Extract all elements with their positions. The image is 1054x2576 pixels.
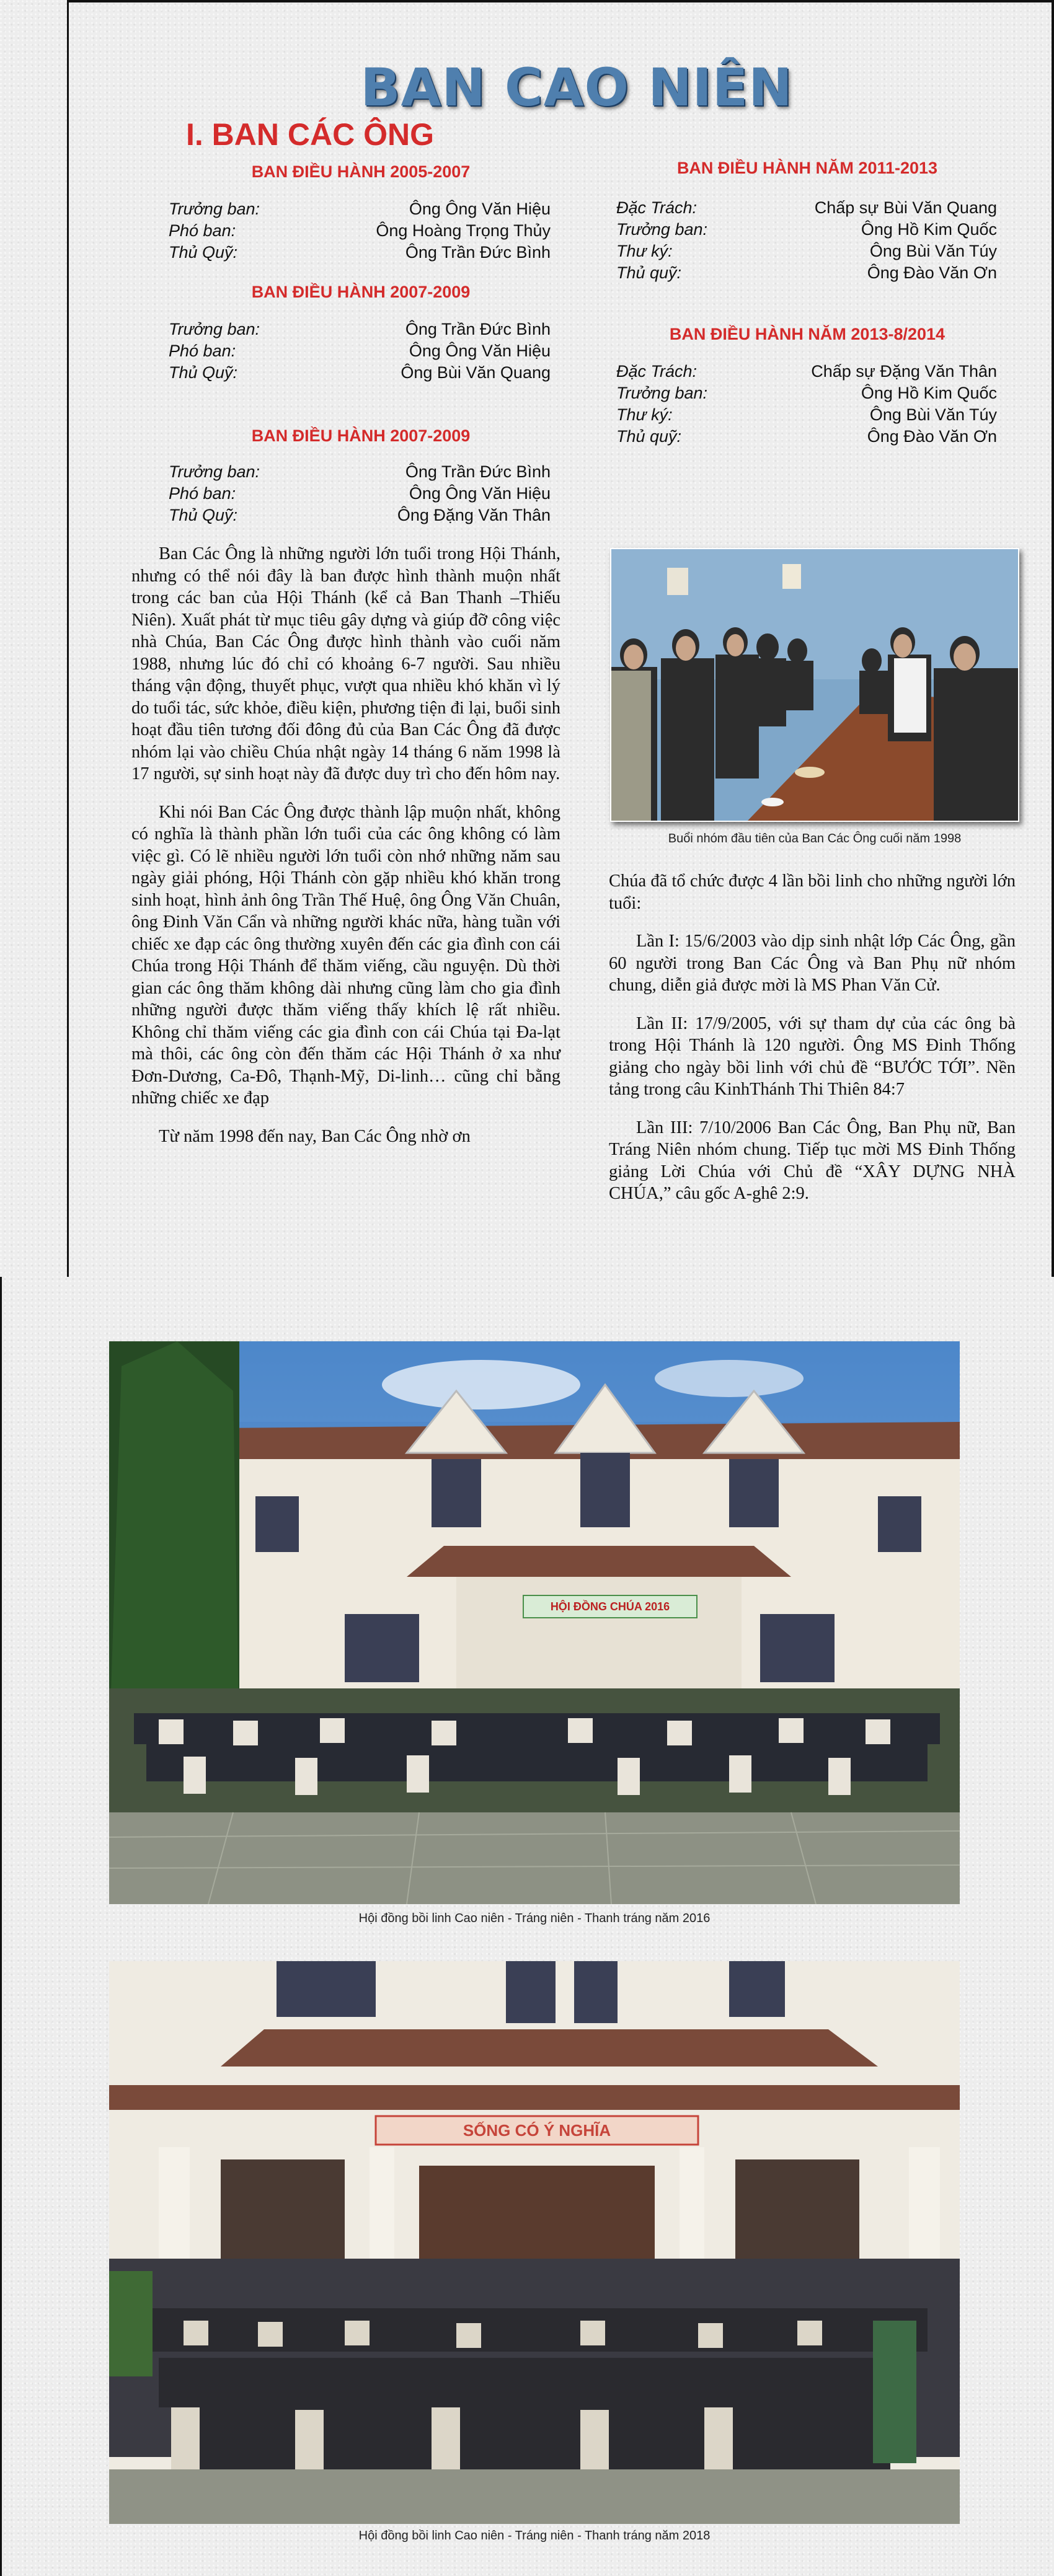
roster-role: Thủ quỹ: — [616, 263, 682, 282]
roster-row — [169, 340, 551, 362]
roster-name: Ông Ông Văn Hiệu — [409, 484, 551, 503]
board-heading-2013-2014: BAN ĐIỀU HÀNH NĂM 2013-8/2014 — [669, 325, 946, 343]
roster-row — [169, 505, 551, 526]
board-heading-2011-2013: BAN ĐIỀU HÀNH NĂM 2011-2013 — [676, 159, 938, 177]
paragraph: Lần II: 17/9/2005, với sự tham dự của các ông bà trong Hội Thánh là 120 người. Ông MS Đinh Thống giảng cho ngày bồi linh với chủ đề “BƯỚC TỚI”. Nền tảng trong câu KinhThánh Thi Thiên 84:7 — [609, 1013, 1016, 1099]
paragraph: Lần I: 15/6/2003 vào dịp sinh nhật lớp Các Ông, gần 60 người trong Ban Các Ông và Ban Phụ nữ nhóm chung, diễn giả được mời là MS Phan Văn Cử. — [609, 932, 1016, 995]
meeting-photo-caption: Buổi nhóm đầu tiên của Ban Các Ông cuối năm 1998 — [668, 832, 962, 845]
right-article-text — [609, 870, 1016, 1221]
roster-role: Phó ban: — [169, 484, 236, 503]
roster-role: Trưởng ban: — [169, 320, 260, 338]
roster-role: Phó ban: — [169, 342, 236, 360]
roster-name: Chấp sự Bùi Văn Quang — [814, 198, 997, 217]
roster-role: Thư ký: — [616, 242, 673, 260]
roster-row — [616, 426, 997, 448]
roster-name: Ông Ông Văn Hiệu — [409, 200, 551, 218]
roster-role: Thủ quỹ: — [616, 427, 682, 446]
roster-row — [616, 197, 997, 219]
roster-row — [169, 242, 551, 263]
roster-name: Ông Bùi Văn Túy — [869, 242, 997, 260]
roster-row — [169, 220, 551, 242]
roster-row — [616, 404, 997, 426]
roster-role: Trưởng ban: — [169, 462, 260, 481]
roster-role: Thư ký: — [616, 405, 673, 424]
paragraph: Từ năm 1998 đến nay, Ban Các Ông nhờ ơn — [159, 1126, 471, 1146]
meeting-photo — [610, 548, 1019, 822]
roster-role: Thủ Quỹ: — [169, 506, 238, 524]
roster-name: Ông Ông Văn Hiệu — [409, 342, 551, 360]
group-photo-2018 — [109, 1961, 960, 2524]
board-roster-2005-2007 — [169, 198, 551, 263]
board-heading-2007-2009-b: BAN ĐIỀU HÀNH 2007-2009 — [251, 426, 471, 445]
board-roster-2013-2014 — [616, 361, 997, 448]
roster-name: Ông Trần Đức Bình — [405, 243, 551, 262]
roster-role: Thủ Quỹ: — [169, 363, 238, 382]
board-heading-2005-2007: BAN ĐIỀU HÀNH 2005-2007 — [251, 162, 471, 181]
group-photo-2018-caption: Hội đồng bồi linh Cao niên - Tráng niên - Thanh tráng năm 2018 — [358, 2529, 711, 2543]
roster-role: Thủ Quỹ: — [169, 243, 238, 262]
roster-name: Ông Bùi Văn Túy — [869, 405, 997, 424]
left-article-text — [131, 543, 560, 1163]
paragraph: Lần III: 7/10/2006 Ban Các Ông, Ban Phụ nữ, Ban Tráng Niên nhóm chung. Tiếp tục mời MS Đinh Thống giảng Lời Chúa với Chủ đề “XÂY DỰNG NHÀ CHÚA,” câu gốc A-ghê 2:9. — [609, 1118, 1016, 1203]
roster-name: Chấp sự Đặng Văn Thân — [811, 362, 997, 381]
roster-row — [169, 461, 551, 483]
paragraph: Chúa đã tổ chức được 4 lần bồi linh cho những người lớn tuổi: — [609, 871, 1016, 913]
board-roster-2011-2013 — [616, 197, 997, 284]
roster-name: Ông Hồ Kim Quốc — [861, 220, 997, 239]
frame-right — [1052, 0, 1054, 1277]
group-photo-2016 — [109, 1341, 960, 1904]
page-title: BAN CAO NIÊN — [360, 57, 793, 118]
frame-top — [67, 0, 1054, 2]
roster-role: Trưởng ban: — [169, 200, 260, 218]
frame-left — [67, 0, 69, 1277]
roster-row — [616, 382, 997, 404]
banner-2016-text: HỘI ĐỒNG CHÚA 2016 — [550, 1600, 670, 1613]
roster-role: Đặc Trách: — [616, 362, 698, 381]
roster-role: Trưởng ban: — [616, 384, 707, 402]
paragraph: Ban Các Ông là những người lớn tuổi trong Hội Thánh, nhưng có thể nói đây là ban được hình thành muộn nhất trong các ban của Hội Thánh (kể cả Ban Thanh –Thiếu Niên). Xuất phát từ mục tiêu gây dựng và giúp đỡ công việc nhà Chúa, Ban Các Ông được hình thành vào cuối năm 1988, nhưng lúc đó chỉ có khoảng 6-7 người. Sau nhiều tháng vận động, thuyết phục, vượt qua nhiều khó khăn vì lý do tuổi tác, sức khỏe, điều kiện, phương tiện đi lại, buổi sinh hoạt đầu tiên tương đối đông đủ của Ban Các Ông đã được nhóm lại vào chiều Chúa nhật ngày 14 tháng 6 năm 1998 là 17 người, sự sinh hoạt này đã được duy trì cho đến hôm nay. — [131, 544, 560, 783]
roster-row — [169, 362, 551, 384]
section-title: I. BAN CÁC ÔNG — [186, 117, 434, 152]
roster-row — [169, 198, 551, 220]
roster-row — [616, 262, 997, 284]
roster-row — [616, 240, 997, 262]
roster-row — [169, 319, 551, 340]
roster-row — [169, 483, 551, 505]
roster-role: Đặc Trách: — [616, 198, 698, 217]
roster-name: Ông Bùi Văn Quang — [401, 363, 551, 382]
board-roster-2007-2009-b — [169, 461, 551, 526]
roster-name: Ông Đào Văn Ơn — [867, 263, 997, 282]
roster-row — [616, 219, 997, 240]
roster-name: Ông Đặng Văn Thân — [397, 506, 551, 524]
board-heading-2007-2009-a: BAN ĐIỀU HÀNH 2007-2009 — [251, 283, 471, 301]
roster-name: Ông Trần Đức Bình — [405, 462, 551, 481]
frame-lower-left — [0, 1277, 2, 2576]
board-roster-2007-2009-a — [169, 319, 551, 384]
roster-name: Ông Đào Văn Ơn — [867, 427, 997, 446]
roster-name: Ông Trần Đức Bình — [405, 320, 551, 338]
group-photo-2016-caption: Hội đồng bồi linh Cao niên - Tráng niên - Thanh tráng năm 2016 — [358, 1912, 711, 1925]
roster-name: Ông Hoàng Trọng Thủy — [376, 221, 551, 240]
roster-name: Ông Hồ Kim Quốc — [861, 384, 997, 402]
roster-row — [616, 361, 997, 382]
roster-role: Phó ban: — [169, 221, 236, 240]
paragraph: Khi nói Ban Các Ông được thành lập muộn nhất, không có nghĩa là thành phần lớn tuổi của các ông không có làm việc gì. Có lẽ nhiều người lớn tuổi còn nhớ những năm sau ngày giải phóng, Hội Thánh còn gặp nhiều khó khăn trong sinh hoạt, hình ảnh ông Trần Thế Huệ, ông Ông Văn Chuân, ông Đinh Văn Cẩn và những người khác nữa, hàng tuần với chiếc xe đạp các ông thường xuyên đến các gia đình con cái Chúa trong Hội Thánh để thăm viếng, cầu nguyện. Dù thời gian các ông thăm không dài nhưng cũng làm cho gia đình những người được thăm viếng thấy khích lệ rất nhiều. Không chỉ thăm viếng các gia đình con cái Chúa tại Đa-lạt mà thôi, các ông còn đến thăm các Hội Thánh ở xa như Đơn-Dương, Ca-Đô, Thạnh-Mỹ, Di-linh… cũng chỉ bằng những chiếc xe đạp — [131, 802, 560, 1108]
banner-2018-text: SỐNG CÓ Ý NGHĨA — [463, 2121, 611, 2140]
roster-role: Trưởng ban: — [616, 220, 707, 239]
